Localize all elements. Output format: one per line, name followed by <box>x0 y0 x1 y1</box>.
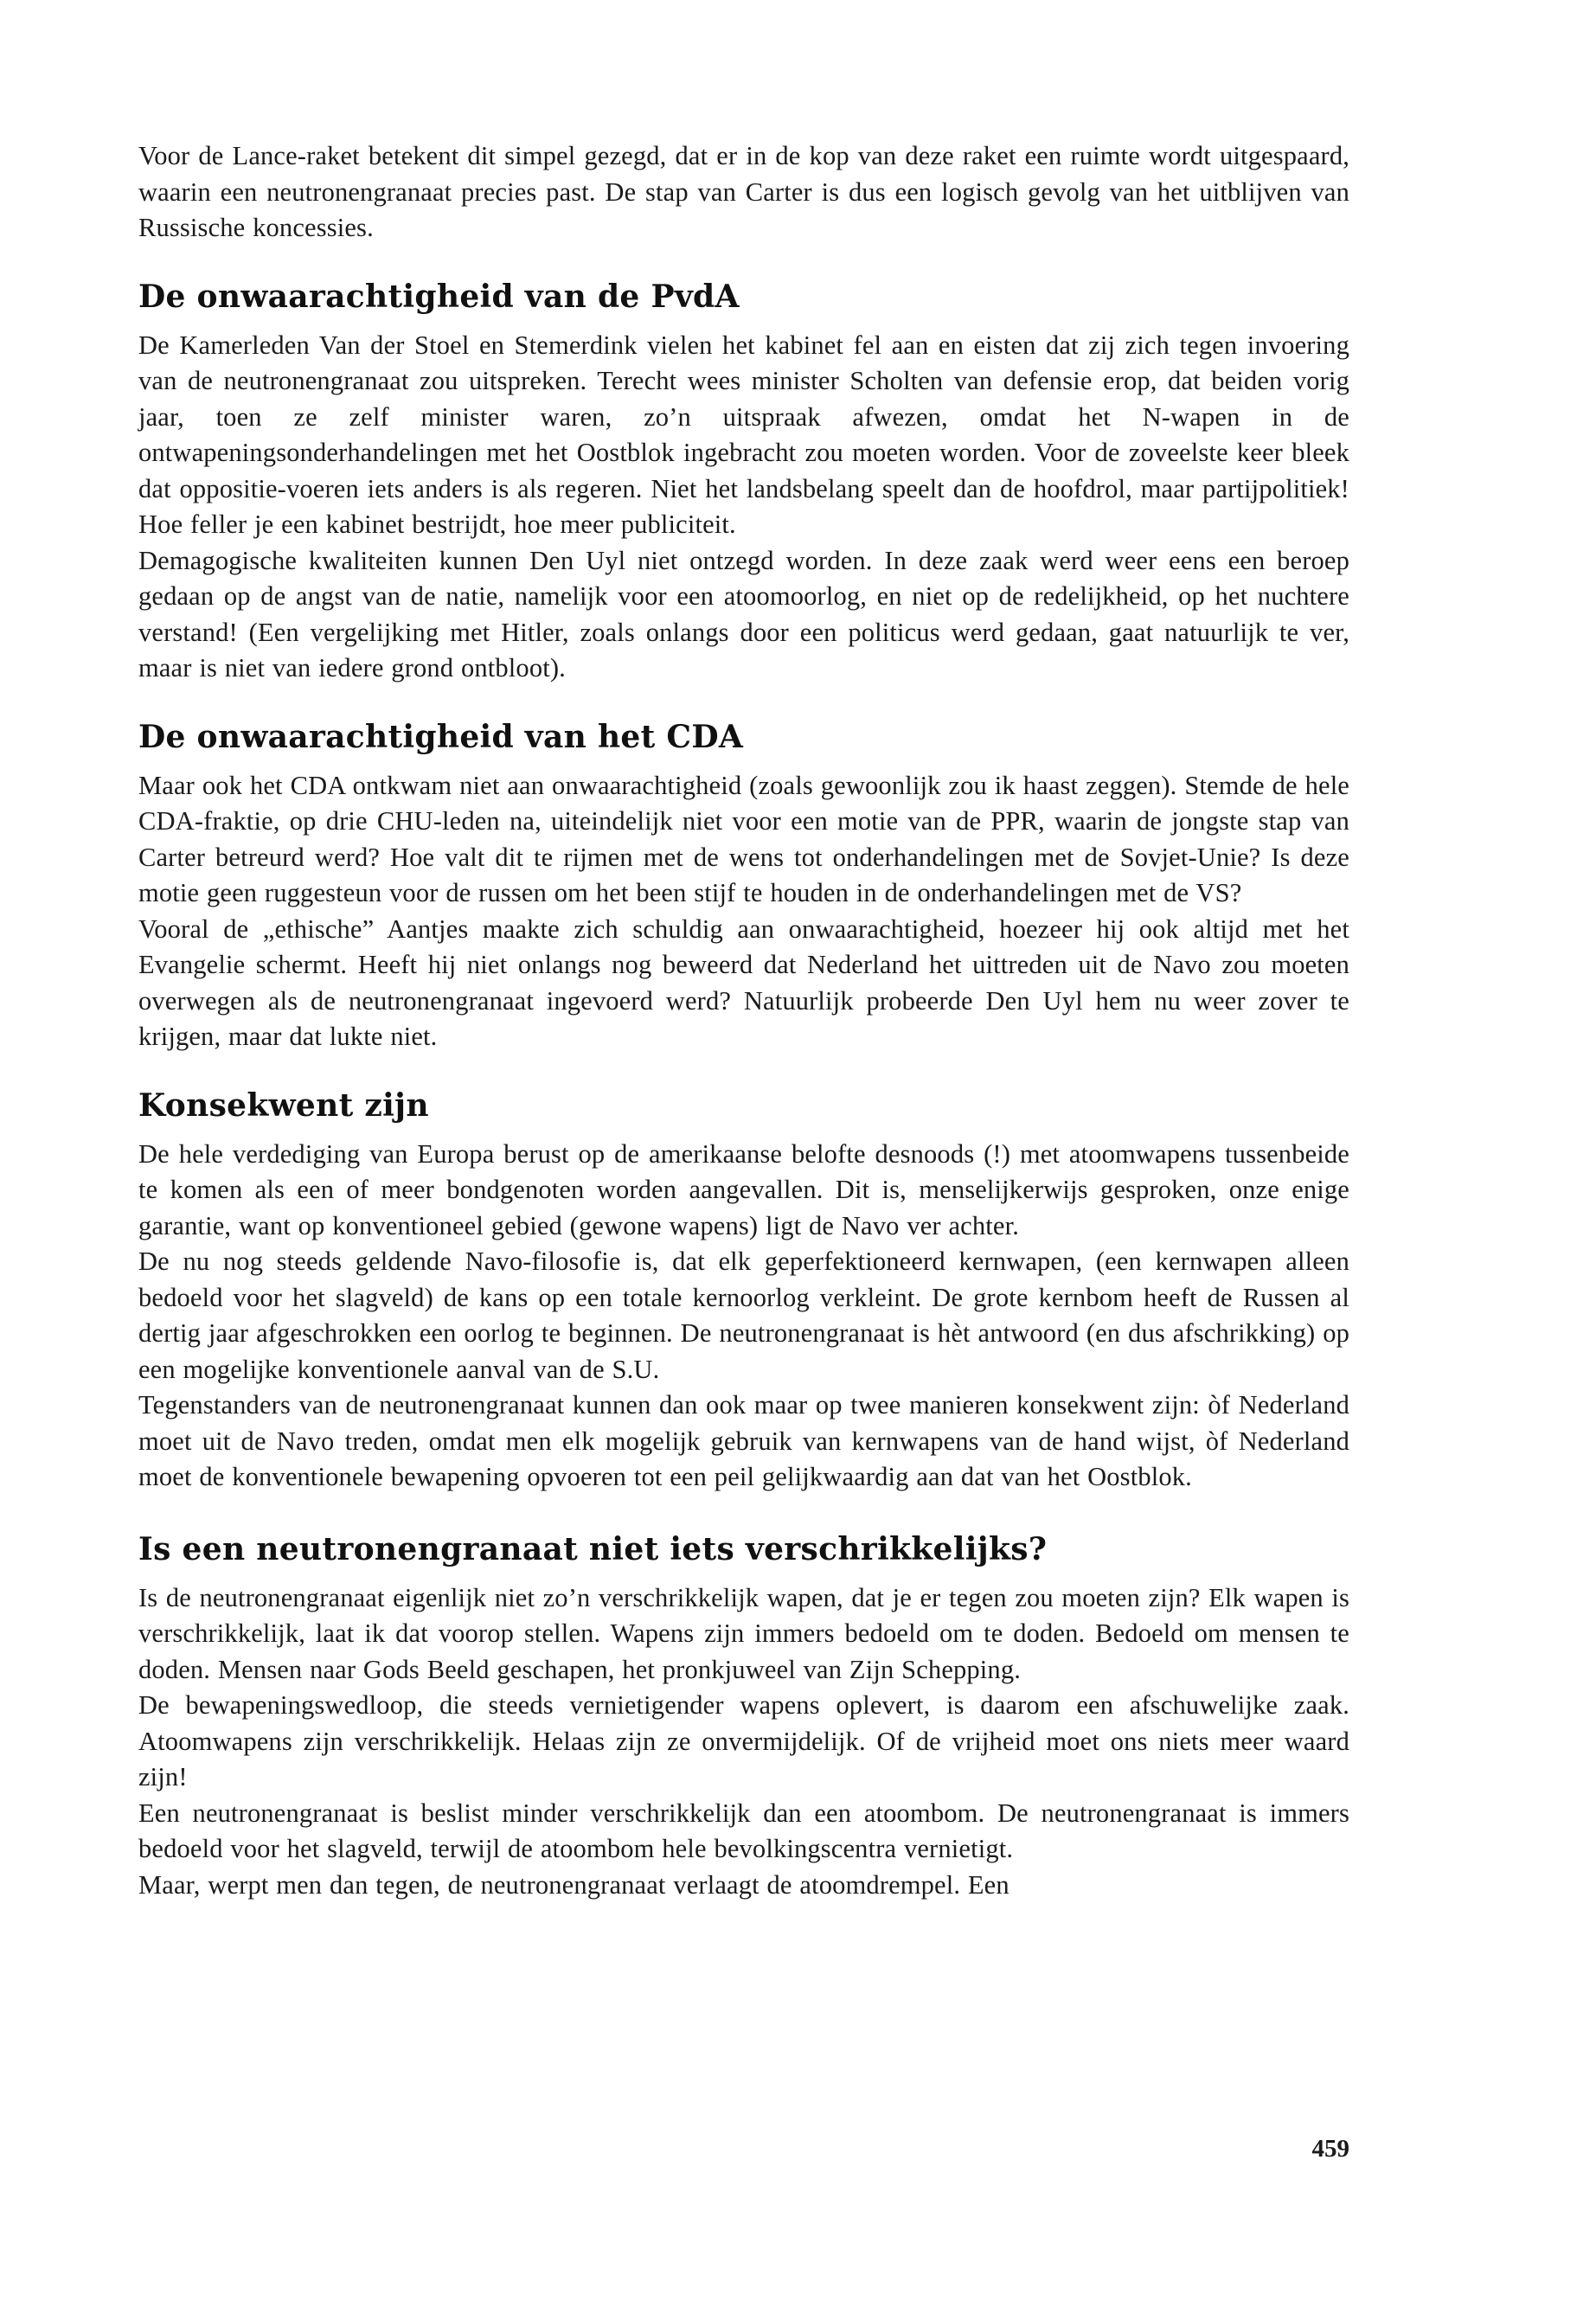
paragraph: Maar ook het CDA ontkwam niet aan onwaarachtigheid (zoals gewoonlijk zou ik haast zeggen). Stemde de hele CDA-fraktie, op drie CHU-leden na, uiteindelijk niet voor een motie van de PPR, waarin de jongste stap van Carter betreurd werd? Hoe valt dit te rijmen met de wens tot onderhandelingen met de Sovjet-Unie? Is deze motie geen ruggesteun voor de russen om het been stijf te houden in de onderhandelingen met de VS? <box>138 770 1349 907</box>
paragraph: Een neutronengranaat is beslist minder verschrikkelijk dan een atoombom. De neutronengranaat is immers bedoeld voor het slagveld, terwijl de atoombom hele bevolkingscentra vernietigt. <box>138 1798 1349 1863</box>
page-number: 459 <box>1311 2135 1349 2163</box>
paragraph: Maar, werpt men dan tegen, de neutronengranaat verlaagt de atoomdrempel. Een <box>138 1869 1010 1900</box>
paragraph: De hele verdediging van Europa berust op de amerikaanse belofte desnoods (!) met atoomwapens tussenbeide te komen als een of meer bondgenoten worden aangevallen. Dit is, menselijkerwijs gesproken, onze enige garantie, want op konventioneel gebied (gewone wapens) ligt de Navo ver achter. <box>138 1138 1349 1240</box>
paragraph: Is de neutronengranaat eigenlijk niet zo’n verschrikkelijk wapen, dat je er tegen zou moeten zijn? Elk wapen is verschrikkelijk, laat ik dat voorop stellen. Wapens zijn immers bedoeld om te doden. Bedoeld om mensen te doden. Mensen naar Gods Beeld geschapen, het pronkjuweel van Zijn Schepping. <box>138 1582 1349 1684</box>
paragraph: Tegenstanders van de neutronengranaat kunnen dan ook maar op twee manieren konsekwent zijn: òf Nederland moet uit de Navo treden, omdat men elk mogelijk gebruik van kernwapens van de hand wijst, òf Nederland moet de konventionele bewapening opvoeren tot een peil gelijkwaardig aan dat van het Oostblok. <box>138 1390 1349 1491</box>
paragraph: Vooral de „ethische” Aantjes maakte zich schuldig aan onwaarachtigheid, hoezeer hij ook altijd met het Evangelie schermt. Heeft hij niet onlangs nog beweerd dat Nederland het uittreden uit de Navo zou moeten overwegen als de neutronengranaat ingevoerd werd? Natuurlijk probeerde Den Uyl hem nu weer zover te krijgen, maar dat lukte niet. <box>138 913 1349 1051</box>
section-heading: Is een neutronengranaat niet iets verschrikkelijks? <box>138 1530 1048 1567</box>
section-cda <box>138 718 1349 1055</box>
paragraph: Demagogische kwaliteiten kunnen Den Uyl niet ontzegd worden. In deze zaak werd weer eens een beroep gedaan op de angst van de natie, namelijk voor een atoomoorlog, en niet op de redelijkheid, op het nuchtere verstand! (Een vergelijking met Hitler, zoals onlangs door een politicus werd gedaan, gaat natuurlijk te ver, maar is niet van iedere grond ontbloot). <box>138 545 1349 683</box>
paragraph: De nu nog steeds geldende Navo-filosofie is, dat elk geperfektioneerd kernwapen, (een kernwapen alleen bedoeld voor het slagveld) de kans op een totale kernoorlog verkleint. De grote kernbom heeft de Russen al dertig jaar afgeschrokken een oorlog te beginnen. De neutronengranaat is hèt antwoord (en dus afschrikking) op een mogelijke konventionele aanval van de S.U. <box>138 1247 1349 1384</box>
paragraph: De Kamerleden Van der Stoel en Stemerdink vielen het kabinet fel aan en eisten dat zij zich tegen invoering van de neutronengranaat zou uitspreken. Terecht wees minister Scholten van defensie erop, dat beiden vorig jaar, toen ze zelf minister waren, zo’n uitspraak afwezen, omdat het N-wapen in de ontwapeningsonderhandelingen met het Oostblok ingebracht zou moeten worden. Voor de zoveelste keer bleek dat oppositie-voeren iets anders is als regeren. Niet het landsbelang speelt dan de hoofdrol, maar partijpolitiek! Hoe feller je een kabinet bestrijdt, hoe meer publiciteit. <box>138 330 1349 539</box>
section-verschrikkelijk <box>138 1530 1349 1904</box>
section-heading: De onwaarachtigheid van de PvdA <box>138 278 740 315</box>
article-page <box>138 138 1349 1903</box>
section-heading: De onwaarachtigheid van het CDA <box>138 718 744 755</box>
section-konsekwent <box>138 1086 1349 1496</box>
section-heading: Konsekwent zijn <box>138 1086 429 1124</box>
intro-section <box>138 138 1349 247</box>
paragraph: De bewapeningswedloop, die steeds vernietigender wapens oplevert, is daarom een afschuwelijke zaak. Atoomwapens zijn verschrikkelijk. Helaas zijn ze onvermijdelijk. Of de vrijheid moet ons niets meer waard zijn! <box>138 1690 1349 1791</box>
paragraph: Voor de Lance-raket betekent dit simpel gezegd, dat er in de kop van deze raket een ruimte wordt uitgespaard, waarin een neutronengranaat precies past. De stap van Carter is dus een logisch gevolg van het uitblijven van Russische koncessies. <box>138 141 1349 242</box>
section-pvda <box>138 278 1349 687</box>
